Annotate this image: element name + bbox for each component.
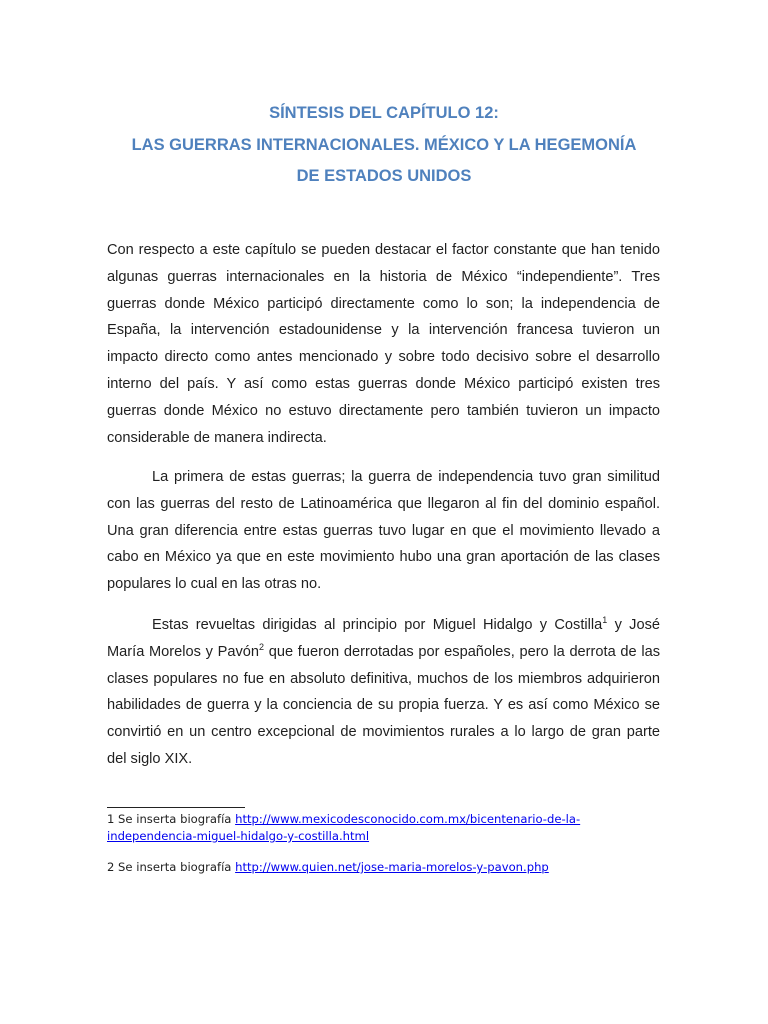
paragraph-3 (107, 612, 660, 773)
paragraph-2-text: La primera de estas guerras; la guerra de independencia tuvo gran similitud con las guerras del resto de Latinoamérica que llegaron al fin del dominio español. Una gran diferencia entre estas guerras tuvo lugar en que el movimiento llevado a cabo en México ya que en este movimiento hubo una gran aportación de las clases populares lo cual en las otras no. (107, 469, 660, 593)
footnote-1 (107, 811, 667, 845)
paragraph-3-text-b: y José María Morelos y Pavón (107, 617, 661, 660)
footnote-1-prefix: 1 Se inserta biografía (107, 812, 236, 826)
footnote-ref-1[interactable]: 1 (602, 615, 608, 625)
paragraph-1: Con respecto a este capítulo se pueden destacar el factor constante que han tenido algunas guerras internacionales en la historia de México “independiente”. Tres guerras donde México participó directamente como lo son; la independencia de España, la intervención estadounidense y la intervención francesa tuvieron un impacto directo como antes mencionado y sobre todo decisivo sobre el desarrollo interno del país. Y así como estas guerras donde México participó existen tres guerras donde México no estuvo directamente pero también tuvieron un impacto considerable de manera indirecta. (107, 242, 660, 446)
footnote-2 (107, 859, 667, 876)
footnote-2-link[interactable]: http://www.quien.net/jose-maria-morelos-y-pavon.php (235, 860, 549, 874)
footnote-2-prefix: 2 Se inserta biografía (107, 860, 236, 874)
paragraph-3-text-c: que fueron derrotadas por españoles, pero la derrota de las clases populares no fue en absoluto definitiva, muchos de los miembros adquirieron habilidades de guerra y la conciencia de su propia fuerza. Y es así como México se convirtió en un centro excepcional de movimientos rurales a lo largo de gran parte del siglo XIX. (107, 643, 660, 767)
footnote-ref-2[interactable]: 2 (259, 641, 265, 652)
chapter-subtitle-line-1: LAS GUERRAS INTERNACIONALES. MÉXICO Y LA HEGEMONÍA (131, 136, 637, 154)
chapter-title: SÍNTESIS DEL CAPÍTULO 12: (269, 104, 499, 122)
footnote-separator (107, 807, 245, 808)
paragraph-3-text-a: Estas revueltas dirigidas al principio por Miguel Hidalgo y Costilla (152, 617, 603, 633)
paragraph-2 (107, 464, 660, 598)
footnote-1-link[interactable]: http://www.mexicodesconocido.com.mx/bicentenario-de-la-independencia-miguel-hidalgo-y-costilla.html (107, 812, 581, 843)
chapter-subtitle-line-2: DE ESTADOS UNIDOS (296, 167, 472, 185)
